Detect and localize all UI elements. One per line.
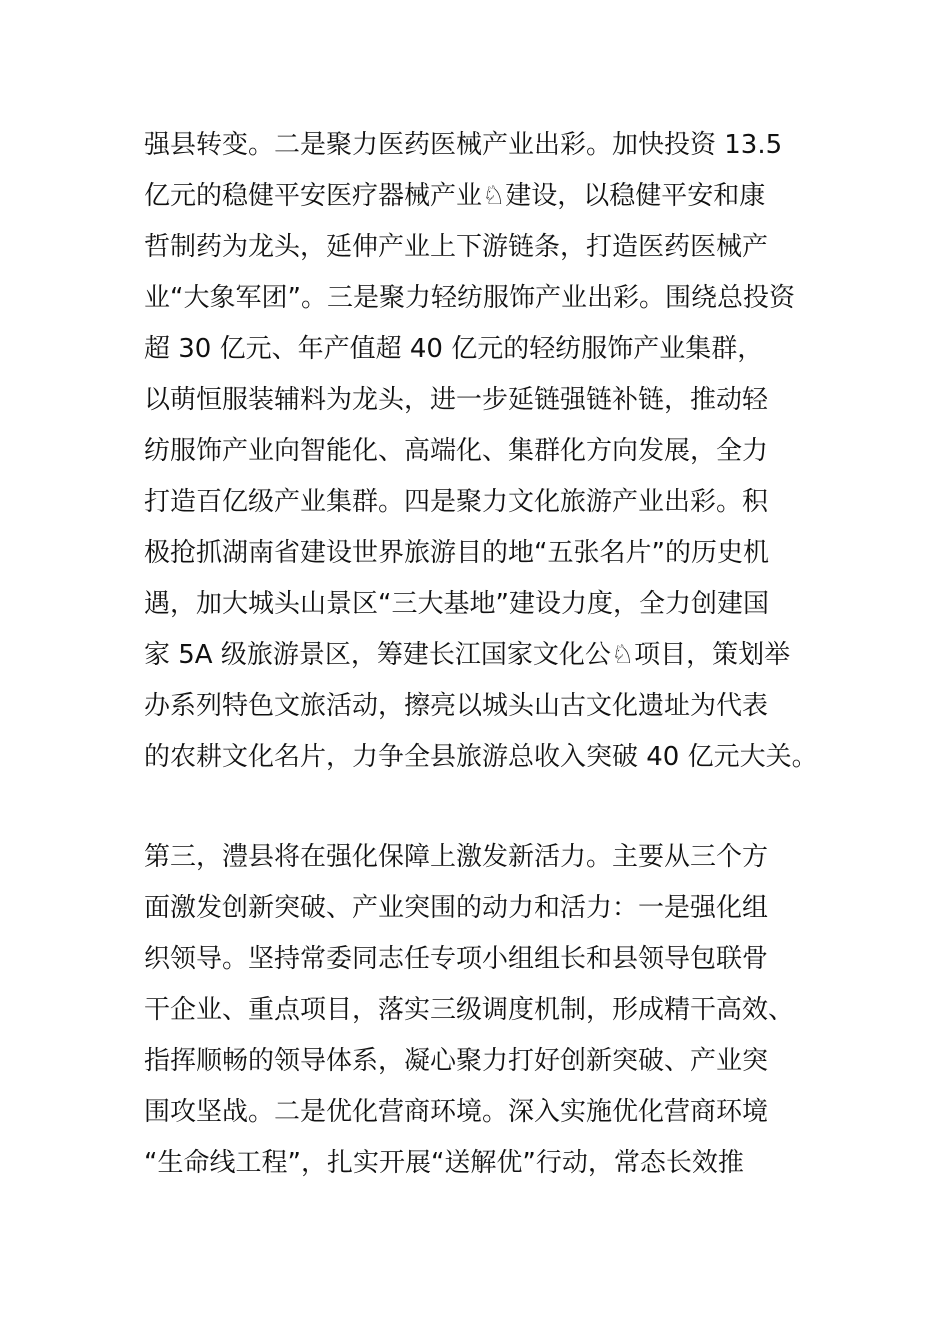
text-line: 办系列特色文旅活动，擦亮以城头山古文化遗址为代表 <box>144 691 769 721</box>
text-line: “生命线工程”，扎实开展“送解优”行动，常态长效推 <box>144 1148 744 1178</box>
text-line: 面激发创新突破、产业突围的动力和活力：一是强化组 <box>144 893 769 923</box>
text-line: 业“大象军团”。三是聚力轻纺服饰产业出彩。围绕总投资 <box>144 283 795 313</box>
text-line: 极抢抓湖南省建设世界旅游目的地“五张名片”的历史机 <box>144 538 769 568</box>
text-line: 打造百亿级产业集群。四是聚力文化旅游产业出彩。积 <box>144 487 769 517</box>
text-line: 第三，澧县将在强化保障上激发新活力。主要从三个方 <box>144 842 769 872</box>
text-line: 亿元的稳健平安医疗器械产业♘建设，以稳健平安和康 <box>144 181 766 211</box>
text-line: 干企业、重点项目，落实三级调度机制，形成精干高效、 <box>144 995 795 1025</box>
paragraph-guarantee <box>144 832 824 1189</box>
text-line: 超 30 亿元、年产值超 40 亿元的轻纺服饰产业集群， <box>144 334 764 364</box>
paragraph-industry <box>144 120 824 783</box>
text-line: 强县转变。二是聚力医药医械产业出彩。加快投资 13.5 <box>144 130 783 160</box>
text-line: 织领导。坚持常委同志任专项小组组长和县领导包联骨 <box>144 944 769 974</box>
text-line: 家 5A 级旅游景区，筹建长江国家文化公♘项目，策划举 <box>144 640 791 670</box>
text-line: 哲制药为龙头，延伸产业上下游链条，打造医药医械产 <box>144 232 769 262</box>
text-line: 遇，加大城头山景区“三大基地”建设力度，全力创建国 <box>144 589 769 619</box>
text-line: 的农耕文化名片，力争全县旅游总收入突破 40 亿元大关。 <box>144 742 818 772</box>
text-line: 围攻坚战。二是优化营商环境。深入实施优化营商环境 <box>144 1097 769 1127</box>
text-line: 指挥顺畅的领导体系，凝心聚力打好创新突破、产业突 <box>144 1046 769 1076</box>
text-line: 纺服饰产业向智能化、高端化、集群化方向发展，全力 <box>144 436 769 466</box>
text-line: 以萌恒服装辅料为龙头，进一步延链强链补链，推动轻 <box>144 385 769 415</box>
